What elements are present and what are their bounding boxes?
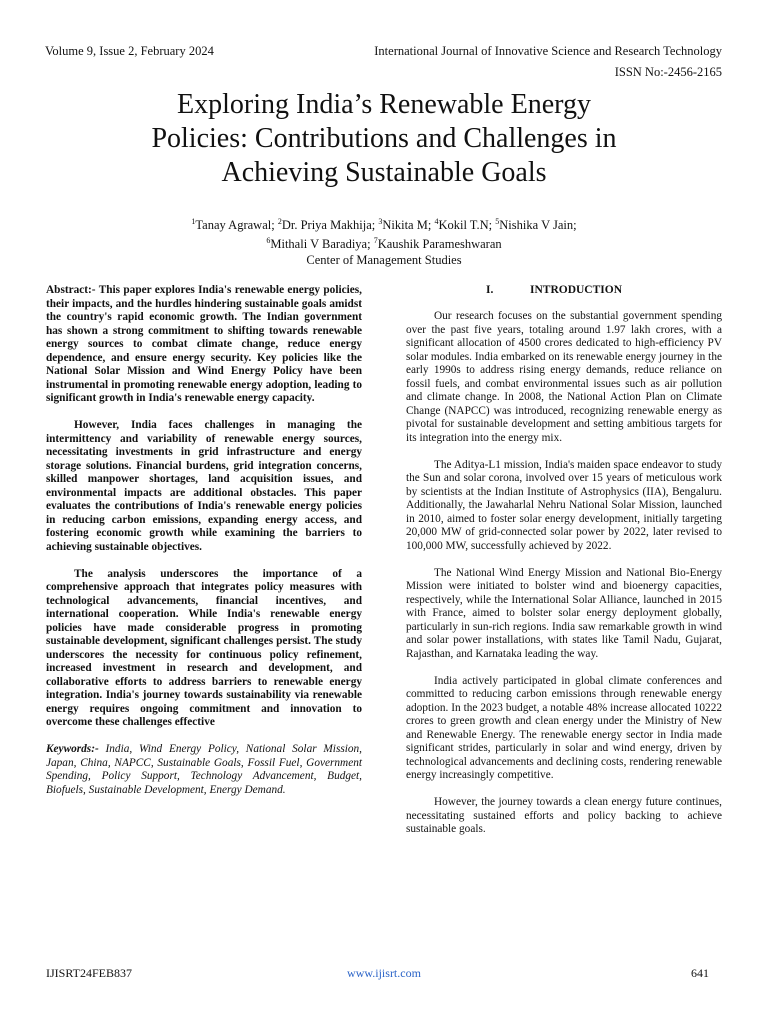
author-name: Nikita M; [382,218,435,233]
section-heading [406,284,722,298]
abstract-paragraph: Abstract:- This paper explores India's renewable energy policies, their impacts, and the hurdles hindering sustainable goals amidst the country's rapid economic growth. The Indian government has shown a strong commitment to shifting towards renewable energy sources to combat climate change, reduce energy dependence, and ensure energy security. Key policies like the National Solar Mission and Wind Energy Policy have been instrumental in promoting renewable energy adoption, leading to significant growth in India's renewable energy capacity. [46,284,362,404]
author-name: Kaushik Parameshwaran [377,237,502,252]
author-line-1: $^1$Tanay Agrawal; $^2$Dr. Priya Makhija; $^3$Nikita M; $^4$Kokil T.N; $^5$Nishika V Jain; [191,217,577,233]
footer-paper-id: IJISRT24FEB837 [46,966,132,980]
header-journal-name: International Journal of Innovative Science and Research Technology [374,44,722,58]
body-paragraph: However, the journey towards a clean energy future continues, necessitating sustained efforts and policy backing to achieve sustainable goals. [406,796,722,835]
footer-url-link[interactable]: www.ijisrt.com [347,966,421,980]
footer-page-number: 641 [691,966,709,980]
header-issn: ISSN No:-2456-2165 [614,65,722,79]
header-volume: Volume 9, Issue 2, February 2024 [45,44,214,58]
abstract-paragraph: However, India faces challenges in managing the intermittency and variability of renewable energy sources, necessitating investments in grid infrastructure and energy storage solutions. Financial burdens, grid integration concerns, skilled manpower shortages, land acquisition issues, and environmental impacts are additional obstacles. This paper evaluates the contributions of India's renewable energy policies in reducing carbon emissions, expanding energy access, and fostering economic growth while examining the barriers to achieving sustainable objectives. [46,419,362,553]
title-line: Achieving Sustainable Goals [221,157,547,188]
section-title: INTRODUCTION [530,284,623,296]
keywords-text: India, Wind Energy Policy, National Solar Mission, Japan, China, NAPCC, Sustainable Goals, Fossil Fuel, Government Spending, Policy Support, Technology Advancement, Budget, Biofuels, Sustainable Development, Energy Demand. [46,743,362,796]
title-line: Policies: Contributions and Challenges in [151,123,617,154]
body-paragraph: The National Wind Energy Mission and National Bio-Energy Mission were initiated to bolster wind and bioenergy capacities, respectively, while the International Solar Alliance, launched in 2015 with France, aimed to bolster solar energy deployment globally, particularly in sun-rich regions. India saw remarkable growth in wind and solar power installations, with states like Tamil Nadu, Gujarat, Rajasthan, and Karnataka leading the way. [406,566,722,660]
body-paragraph: India actively participated in global climate conferences and committed to reducing carbon emissions through renewable energy adoption. In the 2023 budget, a notable 48% increase allocated 10222 crores to green growth and clean energy under the Ministry of New and Renewable Energy. The renewable energy sector in India made significant strides, particularly in solar and wind energy, driven by technological advancements and declining costs, rendering renewable energy increasingly competitive. [406,674,722,781]
body-paragraph: The Aditya-L1 mission, India's maiden space endeavor to study the Sun and solar corona, involved over 15 years of meticulous work by scientists at the Indian Institute of Astrophysics (IIA), Bengaluru. Additionally, the Jawaharlal Nehru National Solar Mission, launched in 2010, aimed to foster solar energy development, initially targeting 20,000 MW of grid-connected solar power by 2022, later revised to 100,000 MW, successfully achieved by 2022. [406,458,722,552]
author-name: Tanay Agrawal; [195,218,278,233]
author-name: Nishika V Jain; [499,218,577,233]
paper-title [0,88,768,190]
keywords-label: Keywords:- [46,743,99,755]
author-line-2: $^6$Mithali V Baradiya; $^7$Kaushik Parameshwaran [266,236,502,252]
left-column [46,284,362,811]
affiliation: Center of Management Studies [306,253,462,268]
abstract-paragraph: The analysis underscores the importance of a comprehensive approach that integrates policy measures with technological advancements, financial incentives, and international cooperation. While India's renewable energy policies have made considerable progress in promoting sustainable development, significant challenges persist. The study underscores the necessity for continuous policy refinement, increased investment in research and development, and collaborative efforts to address barriers to renewable energy integration. India's journey towards sustainability via renewable energy requires ongoing commitment and innovation to overcome these challenges effective [46,567,362,728]
keywords [46,743,362,797]
author-name: Dr. Priya Makhija; [281,218,379,233]
title-line: Exploring India’s Renewable Energy [177,89,591,120]
right-column [406,284,722,850]
section-number: I. [486,284,494,296]
author-block [0,214,768,268]
body-paragraph: Our research focuses on the substantial government spending over the past five years, totaling around 1.97 lakh crores, with a significant allocation of 4500 crores dedicated to high-efficiency PV solar modules. India embarked on its renewable energy journey in the early 1990s to address rising energy demands, reduce reliance on fossil fuels, and combat environmental issues such as air pollution and climate change. In 2008, the National Action Plan on Climate Change (NAPCC) was introduced, recognizing renewable energy as pivotal for sustainable development and setting ambitious targets for its integration into the energy mix. [406,310,722,444]
author-name: Kokil T.N; [438,218,496,233]
author-name: Mithali V Baradiya; [270,237,374,252]
